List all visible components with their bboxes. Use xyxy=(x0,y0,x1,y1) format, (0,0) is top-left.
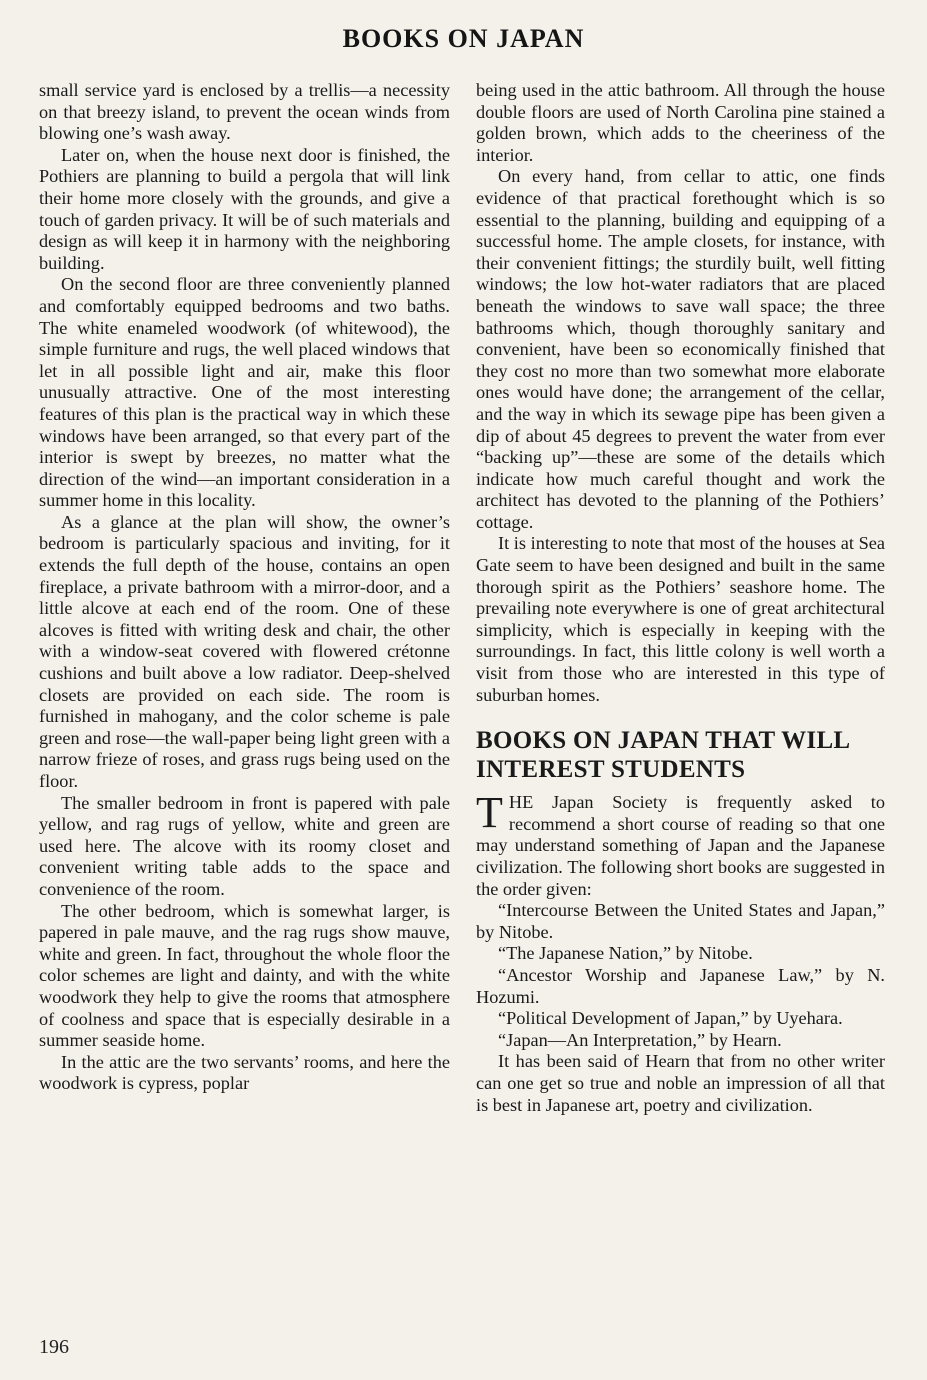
section-heading: BOOKS ON JAPAN THAT WILL INTEREST STUDENTS xyxy=(476,727,850,784)
paragraph: In the attic are the two servants’ rooms, and here the woodwork is cypress, poplar xyxy=(39,1051,450,1094)
book-entry: “Ancestor Worship and Japanese Law,” by N. Hozumi. xyxy=(476,964,885,1007)
book-entry: “Intercourse Between the United States and Japan,” by Nitobe. xyxy=(476,900,885,942)
book-entry: “Political Development of Japan,” by Uyehara. xyxy=(498,1008,843,1029)
paragraph: As a glance at the plan will show, the owner’s bedroom is particularly spacious and inviting, for it extends the full depth of the house, contains an open fireplace, a private bathroom with a mirror-door, and a little alcove at each end of the room. One of these alcoves is fitted with writing desk and chair, the other with a window-seat covered with flowered crétonne cushions and built above a low radiator. Deep-shelved closets are provided on each side. The room is furnished in mahogany, and the color scheme is pale green and rose—the wall-paper being light green with a narrow frieze of roses, and grass rugs being used on the floor. xyxy=(39,511,450,791)
paragraph: being used in the attic bathroom. All through the house double floors are used of North Carolina pine stained a golden brown, which adds to the cheeriness of the interior. xyxy=(476,80,885,165)
intro-text: HE Japan Society is frequently asked to recommend a short course of reading so that one may understand something of Japan and the Japanese civilization. The following short books are suggested in the order given: xyxy=(476,792,885,899)
paragraph: It is interesting to note that most of the houses at Sea Gate seem to have been designed and built in the same thorough spirit as the Pothiers’ seashore home. The prevailing note everywhere is one of great architectural simplicity, which is especially in keeping with the surroundings. In fact, this little colony is well worth a visit from those who are interested in this type of suburban homes. xyxy=(476,533,885,705)
paragraph: On every hand, from cellar to attic, one finds evidence of that practical forethought which is so essential to the planning, building and equipping of a successful home. The ample closets, for instance, with their convenient fittings; the sturdily built, well fitting windows; the low hot-water radiators that are placed beneath the windows to save wall space; the three bathrooms which, though thoroughly sanitary and convenient, have been so economically finished that they cost no more than two somewhat more elaborate ones would have done; the arrangement of the cellar, and the way in which its sewage pipe has been given a dip of about 45 degrees to prevent the water from ever “backing up”—these are some of the details which indicate how much careful thought and work the architect has devoted to the planning of the Pothiers’ cottage. xyxy=(476,166,885,532)
closing-paragraph: It has been said of Hearn that from no other writer can one get so true and noble an impression of all that is best in Japanese art, poetry and civilization. xyxy=(476,1051,885,1115)
paragraph: small service yard is enclosed by a trellis—a necessity on that breezy island, to prevent the ocean winds from blowing one’s wash away. xyxy=(39,80,450,144)
left-column xyxy=(39,80,450,1095)
running-head: BOOKS ON JAPAN xyxy=(342,24,585,53)
paragraph: On the second floor are three conveniently planned and comfortably equipped bedrooms and two baths. The white enameled woodwork (of whitewood), the simple furniture and rugs, the well placed windows that let in all possible light and air, make this floor unusually attractive. One of the most interesting features of this plan is the practical way in which these windows have been arranged, so that every part of the interior is swept by breezes, no matter what the direction of the wind—an important consideration in a summer home in this locality. xyxy=(39,274,450,511)
book-entry: “Japan—An Interpretation,” by Hearn. xyxy=(498,1029,782,1050)
paragraph: The other bedroom, which is somewhat larger, is papered in pale mauve, and the rag rugs show mauve, white and green. In fact, throughout the whole floor the color schemes are light and dainty, and with the white woodwork they help to give the rooms that atmosphere of coolness and space that is especially desirable in a summer seaside home. xyxy=(39,900,450,1051)
book-entry: “The Japanese Nation,” by Nitobe. xyxy=(498,943,753,964)
drop-cap: T xyxy=(476,788,503,838)
intro-paragraph xyxy=(476,788,885,900)
right-column xyxy=(476,80,885,1116)
paragraph: Later on, when the house next door is finished, the Pothiers are planning to build a pergola that will link their home more closely with the grounds, and give a touch of garden privacy. It will be of such materials and design as will keep it in harmony with the neighboring building. xyxy=(39,144,450,273)
paragraph: The smaller bedroom in front is papered with pale yellow, and rag rugs of yellow, white and green are used here. The alcove with its roomy closet and convenient writing table adds to the space and convenience of the room. xyxy=(39,792,450,899)
page-number: 196 xyxy=(39,1336,69,1358)
